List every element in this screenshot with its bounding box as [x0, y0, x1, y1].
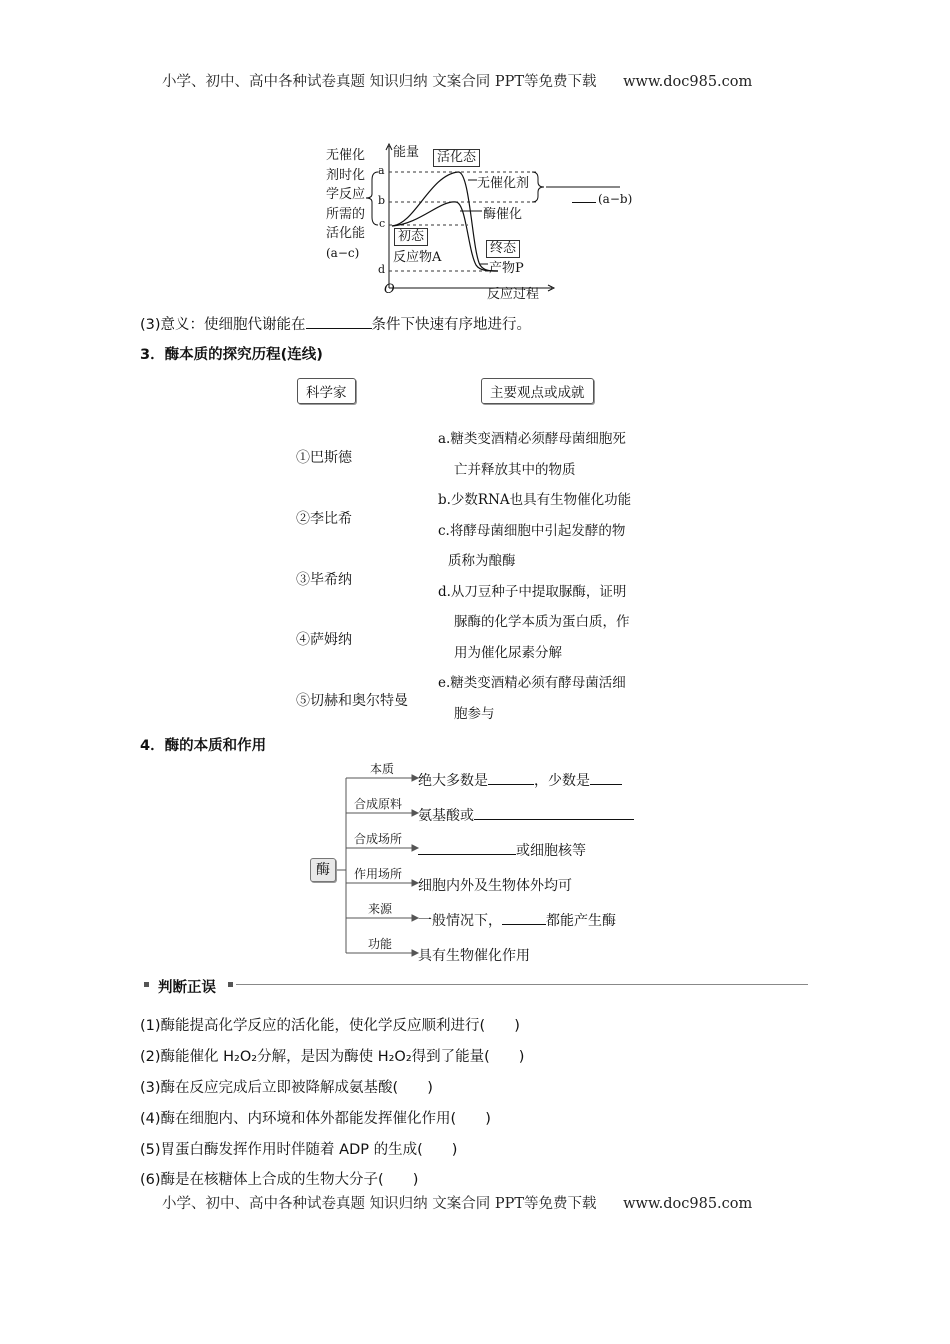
option-d-cont: 脲酶的化学本质为蛋白质，作 [454, 614, 630, 630]
blank-material[interactable] [474, 805, 634, 820]
branch-content-function: 具有生物催化作用 [418, 948, 530, 964]
blank-essence-1[interactable] [488, 770, 534, 785]
judge-item: (3)酶在反应完成后立即被降解成氨基酸( ) [140, 1080, 433, 1096]
side-label [326, 146, 365, 263]
option-d[interactable]: d.从刀豆种子中提取脲酶，证明 [438, 583, 627, 600]
option-b[interactable]: b.少数RNA也具有生物催化功能 [438, 492, 632, 508]
judge-item: (5)胃蛋白酶发挥作用时伴随着 ADP 的生成( ) [140, 1142, 458, 1158]
scientist-header: 科学家 [297, 378, 356, 404]
enzyme-catalysis-label: 酶催化 [483, 207, 523, 222]
blank-site[interactable] [418, 840, 516, 855]
branch-content-source: 一般情况下， 都能产生酶 [418, 910, 616, 930]
no-catalyst-label: 无催化剂 [477, 176, 530, 191]
ab-blank[interactable] [572, 191, 596, 203]
meaning-prefix: (3)意义：使细胞代谢能在 [140, 317, 306, 333]
side-label-line: 学反应 [326, 187, 366, 202]
enzyme-root: 酶 [310, 858, 336, 882]
scientist-item[interactable]: ③毕希纳 [296, 572, 352, 588]
branch-label: 功能 [368, 937, 393, 951]
brace-ab [532, 172, 544, 202]
final-state-label: 终态 [486, 240, 520, 258]
blank-source[interactable] [502, 910, 546, 925]
branch-label: 合成场所 [354, 832, 403, 846]
scientist-item[interactable]: ④萨姆纳 [296, 632, 352, 648]
section4-title: 4．酶的本质和作用 [140, 738, 267, 754]
square-bullet-icon [144, 982, 149, 987]
branch-label: 来源 [368, 902, 393, 916]
judge-item: (4)酶在细胞内、内环境和体外都能发挥催化作用( ) [140, 1111, 491, 1127]
tick-c: c [379, 217, 386, 230]
scientist-item[interactable]: ①巴斯德 [296, 450, 352, 466]
meaning-line [140, 313, 531, 334]
option-d-cont: 用为催化尿素分解 [454, 644, 562, 661]
branch-content-material: 氨基酸或 [418, 805, 634, 825]
side-label-line: 所需的 [326, 206, 366, 222]
tick-a: a [378, 164, 385, 177]
footer-text: 小学、初中、高中各种试卷真题 知识归纳 文案合同 PPT等免费下载 [162, 1196, 597, 1212]
branch-content-essence: 绝大多数是 ，少数是 [418, 770, 622, 790]
title-divider [236, 984, 808, 985]
scientist-item[interactable]: ⑤切赫和奥尔特曼 [296, 693, 408, 709]
side-label-line: 无催化 [326, 148, 366, 163]
tick-b: b [378, 194, 386, 207]
y-axis-label: 能量 [393, 145, 420, 160]
meaning-blank[interactable] [306, 314, 372, 329]
option-e-cont: 胞参与 [454, 705, 495, 722]
options-list [438, 424, 631, 729]
section3-title: 3．酶本质的探究历程(连线) [140, 347, 323, 363]
header-text: 小学、初中、高中各种试卷真题 知识归纳 文案合同 PPT等免费下载 [162, 74, 597, 90]
enzyme-concept-map [300, 755, 660, 965]
judge-title-bar [140, 975, 808, 995]
judge-item: (1)酶能提高化学反应的活化能，使化学反应顺利进行( ) [140, 1018, 520, 1034]
ab-label: (a−b) [572, 191, 632, 206]
branch-label: 本质 [370, 762, 395, 776]
judge-title: 判断正误 [158, 980, 216, 996]
x-axis-label: 反应过程 [487, 287, 540, 302]
activation-energy-graph [320, 140, 633, 305]
activated-state-label: 活化态 [433, 149, 480, 167]
reactant-label: 反应物A [393, 250, 442, 265]
header-site[interactable]: www.doc985.com [623, 74, 753, 90]
page-header [162, 70, 752, 91]
page-footer [162, 1192, 752, 1213]
product-label: 产物P [489, 261, 524, 276]
option-a-cont: 亡并释放其中的物质 [454, 461, 576, 478]
option-e[interactable]: e.糖类变酒精必须有酵母菌活细 [438, 675, 626, 691]
side-label-line: 活化能 [326, 226, 366, 241]
judge-item: (2)酶能催化 H₂O₂分解，是因为酶使 H₂O₂得到了能量( ) [140, 1049, 525, 1065]
branch-content-action-site: 细胞内外及生物体外均可 [418, 878, 572, 894]
meaning-suffix: 条件下快速有序地进行。 [371, 317, 532, 333]
initial-state-label: 初态 [394, 228, 428, 246]
judge-item: (6)酶是在核糖体上合成的生物大分子( ) [140, 1172, 419, 1188]
square-bullet-icon [228, 982, 233, 987]
option-c[interactable]: c.将酵母菌细胞中引起发酵的物 [438, 522, 626, 539]
side-label-ac: (a−c) [326, 245, 360, 260]
branch-content-site: 或细胞核等 [418, 840, 586, 860]
origin-label: O [384, 282, 395, 297]
option-a[interactable]: a.糖类变酒精必须酵母菌细胞死 [438, 431, 626, 447]
branch-label: 合成原料 [354, 797, 403, 811]
footer-site[interactable]: www.doc985.com [623, 1196, 753, 1212]
tick-d: d [378, 263, 386, 276]
brace-ac [366, 172, 378, 225]
blank-essence-2[interactable] [590, 770, 622, 785]
branch-label: 作用场所 [354, 867, 403, 881]
achievement-header: 主要观点或成就 [481, 378, 594, 404]
scientist-item[interactable]: ②李比希 [296, 511, 352, 527]
option-c-cont: 质称为酿酶 [448, 553, 516, 569]
side-label-line: 剂时化 [326, 167, 366, 183]
